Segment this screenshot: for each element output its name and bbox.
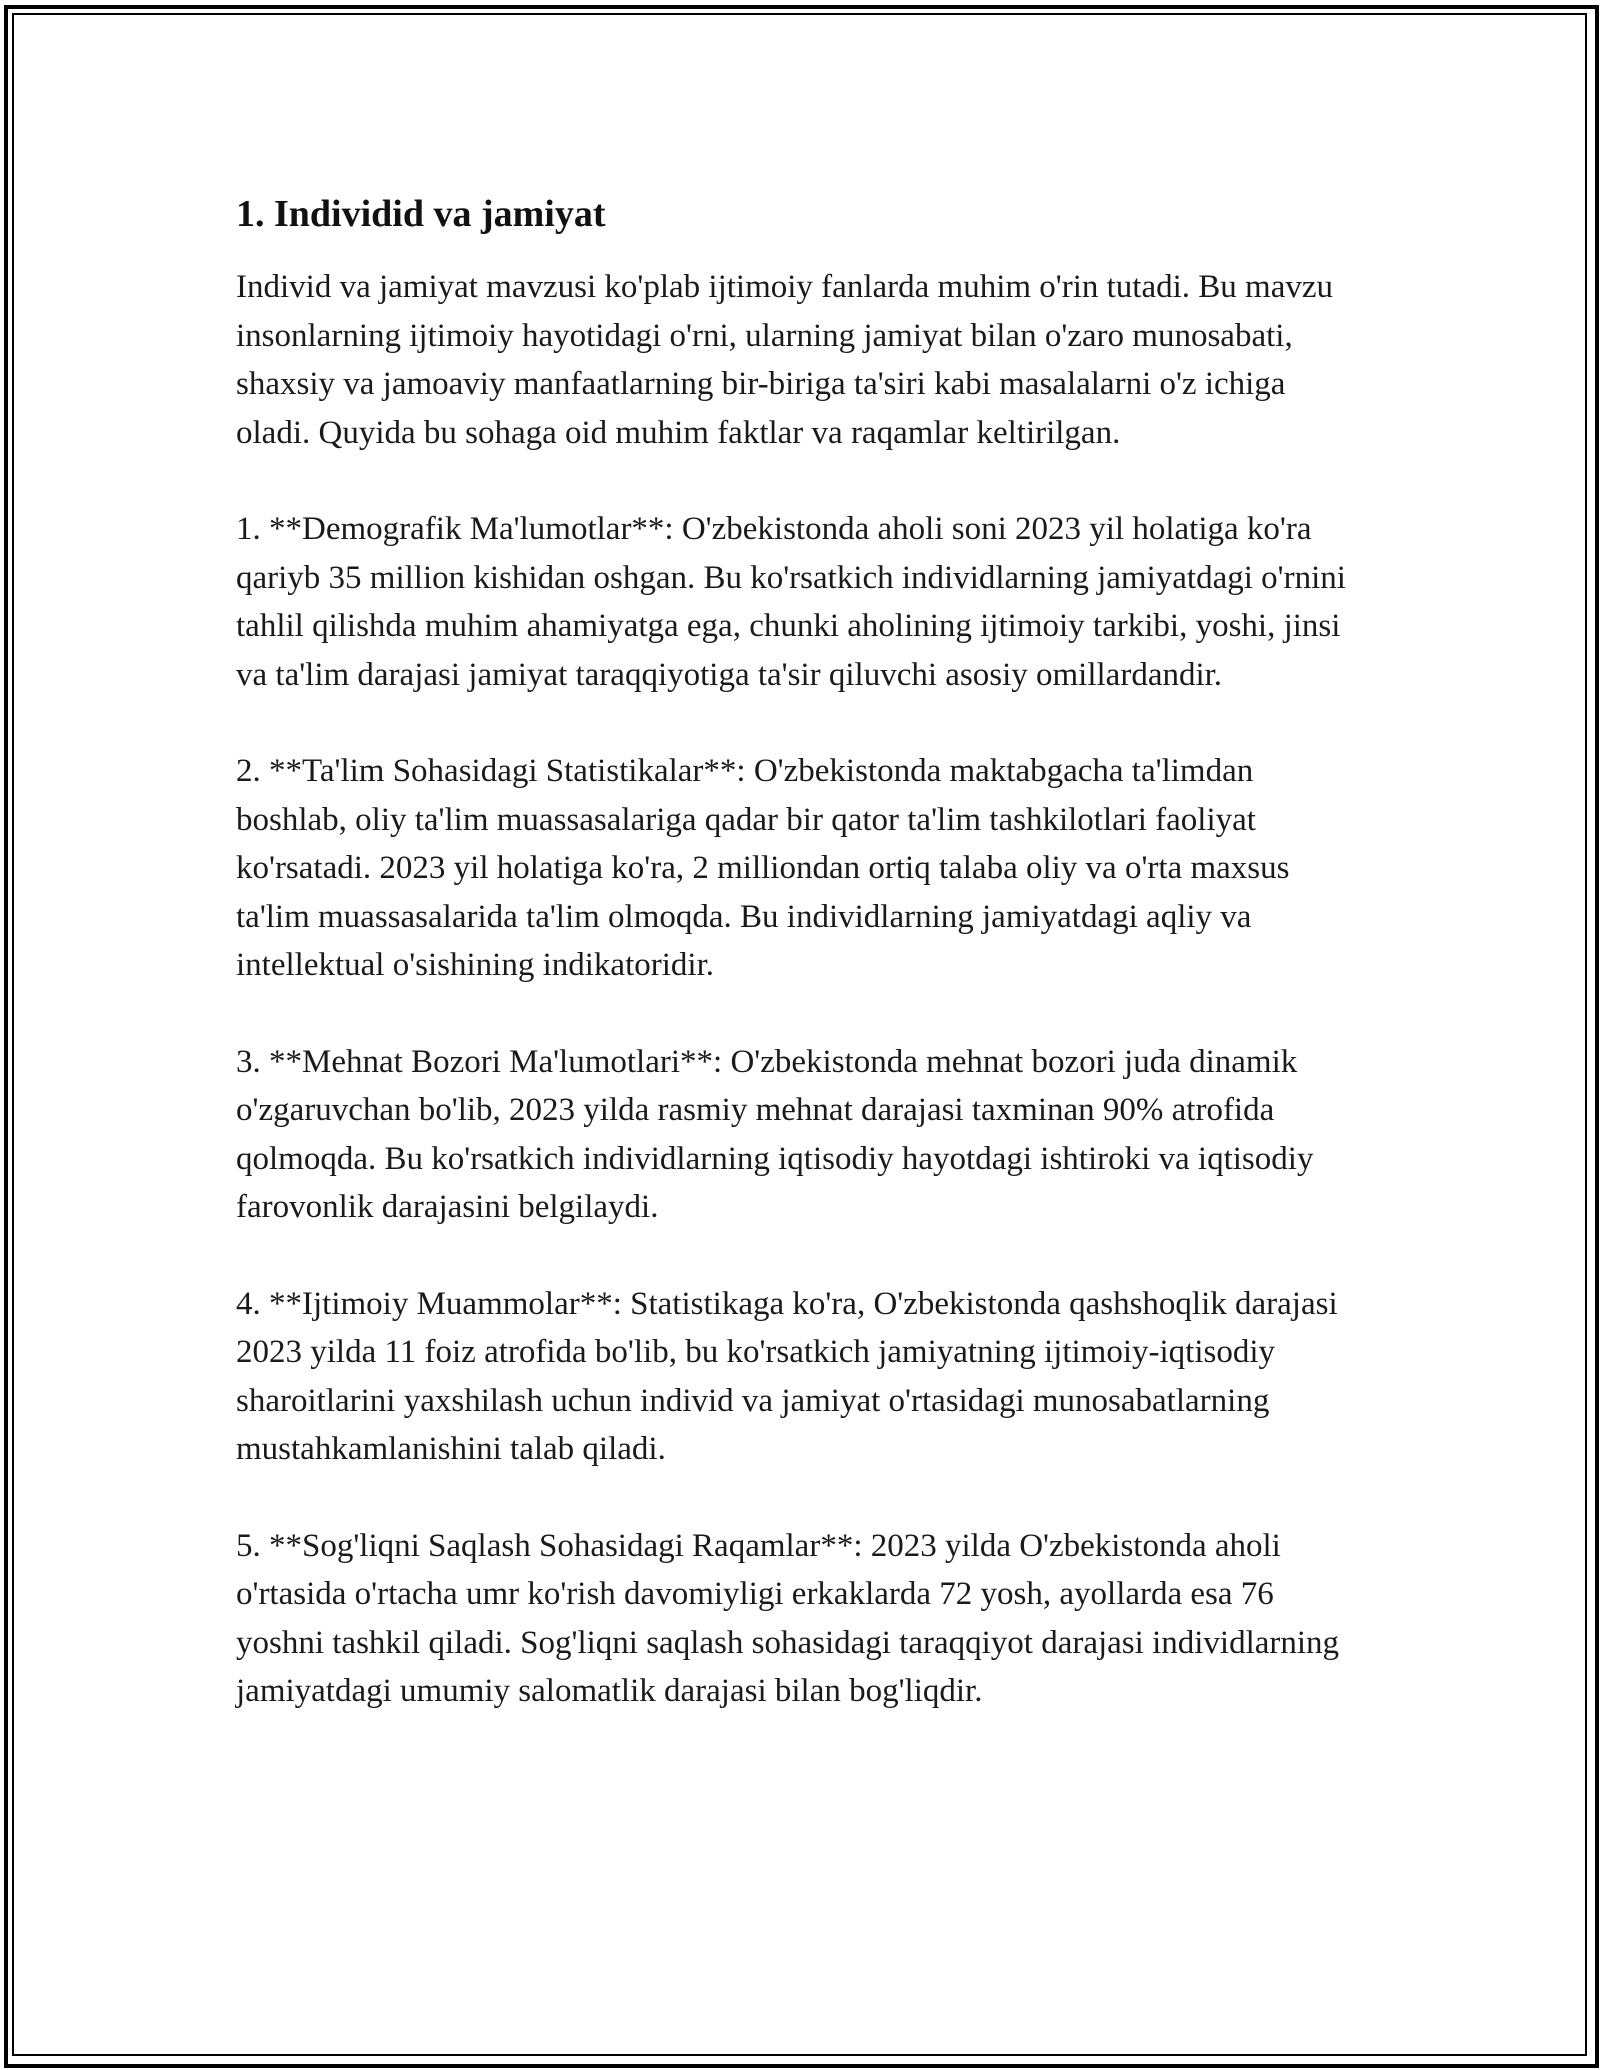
intro-paragraph: Individ va jamiyat mavzusi ko'plab ijtimoiy fanlarda muhim o'rin tutadi. Bu mavzu insonlarning ijtimoiy hayotidagi o'rni, ularning jamiyat bilan o'zaro munosabati, shaxsiy va jamoaviy manfaatlarning bir-biriga ta'siri kabi masalalarni o'z ichiga oladi. Quyida bu sohaga oid muhim faktlar va raqamlar keltirilgan. [236, 269, 1334, 451]
list-item-education: 2. **Ta'lim Sohasidagi Statistikalar**: O'zbekistonda maktabgacha ta'limdan boshlab, oliy ta'lim muassasalariga qadar bir qator ta'lim tashkilotlari faoliyat ko'rsatadi. 2023 yil holatiga ko'ra, 2 milliondan ortiq talaba oliy va o'rta maxsus ta'lim muassasalarida ta'lim olmoqda. Bu individlarning jamiyatdagi aqliy va intellektual o'sishining indikatoridir. [236, 753, 1290, 983]
list-item-social-problems: 4. **Ijtimoiy Muammolar**: Statistikaga ko'ra, O'zbekistonda qashshoqlik darajasi 2023 yilda 11 foiz atrofida bo'lib, bu ko'rsatkich jamiyatning ijtimoiy-iqtisodiy sharoitlarini yaxshilash uchun individ va jamiyat o'rtasidagi munosabatlarning mustahkamlanishini talab qiladi. [236, 1285, 1338, 1467]
list-item-demographics: 1. **Demografik Ma'lumotlar**: O'zbekistonda aholi soni 2023 yil holatiga ko'ra qariyb 35 million kishidan oshgan. Bu ko'rsatkich individlarning jamiyatdagi o'rnini tahlil qilishda muhim ahamiyatga ega, chunki aholining ijtimoiy tarkibi, yoshi, jinsi va ta'lim darajasi jamiyat taraqqiyotiga ta'sir qiluvchi asosiy omillardandir. [236, 511, 1346, 693]
section-title: 1. Individid va jamiyat [236, 193, 606, 235]
list-item-labor-market: 3. **Mehnat Bozori Ma'lumotlari**: O'zbekistonda mehnat bozori juda dinamik o'zgaruvchan bo'lib, 2023 yilda rasmiy mehnat darajasi taxminan 90% atrofida qolmoqda. Bu ko'rsatkich individlarning iqtisodiy hayotdagi ishtiroki va iqtisodiy farovonlik darajasini belgilaydi. [236, 1043, 1314, 1225]
list-item-healthcare: 5. **Sog'liqni Saqlash Sohasidagi Raqamlar**: 2023 yilda O'zbekistonda aholi o'rtasida o'rtacha umr ko'rish davomiyligi erkaklarda 72 yosh, ayollarda esa 76 yoshni tashkil qiladi. Sog'liqni saqlash sohasidagi taraqqiyot darajasi individlarning jamiyatdagi umumiy salomatlik darajasi bilan bog'liqdir. [236, 1527, 1340, 1709]
document-page [236, 190, 1366, 1716]
